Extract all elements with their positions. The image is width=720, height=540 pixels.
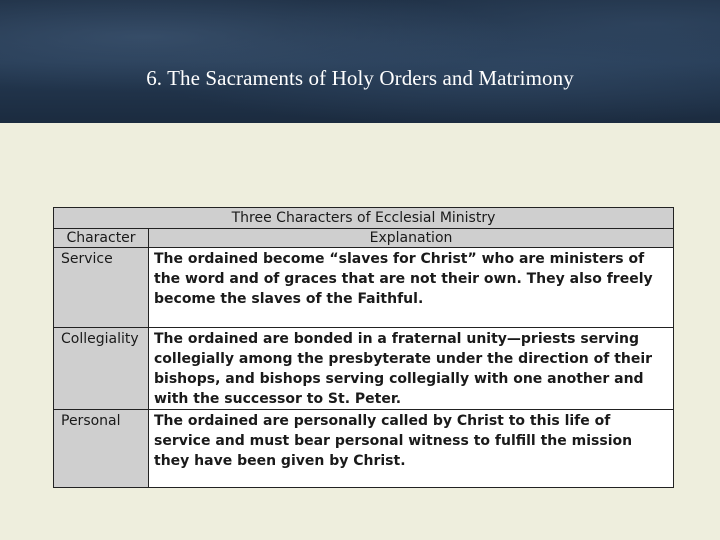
table-caption: Three Characters of Ecclesial Ministry [54, 208, 674, 229]
explanation-cell: The ordained become “slaves for Christ” who are ministers of the word and of graces that are not their own. They also freely become the slaves of the Faithful. [149, 248, 674, 328]
slide-title: 6. The Sacraments of Holy Orders and Matrimony [146, 66, 574, 90]
explanation-cell: The ordained are personally called by Christ to this life of service and must bear personal witness to fulfill the mission they have been given by Christ. [149, 410, 674, 488]
character-cell: Service [54, 248, 149, 328]
title-banner [0, 0, 720, 123]
table-caption-row [54, 208, 674, 229]
table-row [54, 328, 674, 410]
column-header-explanation: Explanation [149, 229, 674, 248]
ministry-table [53, 207, 674, 488]
column-header-character: Character [54, 229, 149, 248]
table-header-row [54, 229, 674, 248]
ministry-table-container [53, 207, 673, 488]
character-cell: Collegiality [54, 328, 149, 410]
table-row [54, 248, 674, 328]
table-row [54, 410, 674, 488]
character-cell: Personal [54, 410, 149, 488]
explanation-cell: The ordained are bonded in a fraternal unity—priests serving collegially among the presbyterate under the direction of their bishops, and bishops serving collegially with one another and with the successor to St. Peter. [149, 328, 674, 410]
